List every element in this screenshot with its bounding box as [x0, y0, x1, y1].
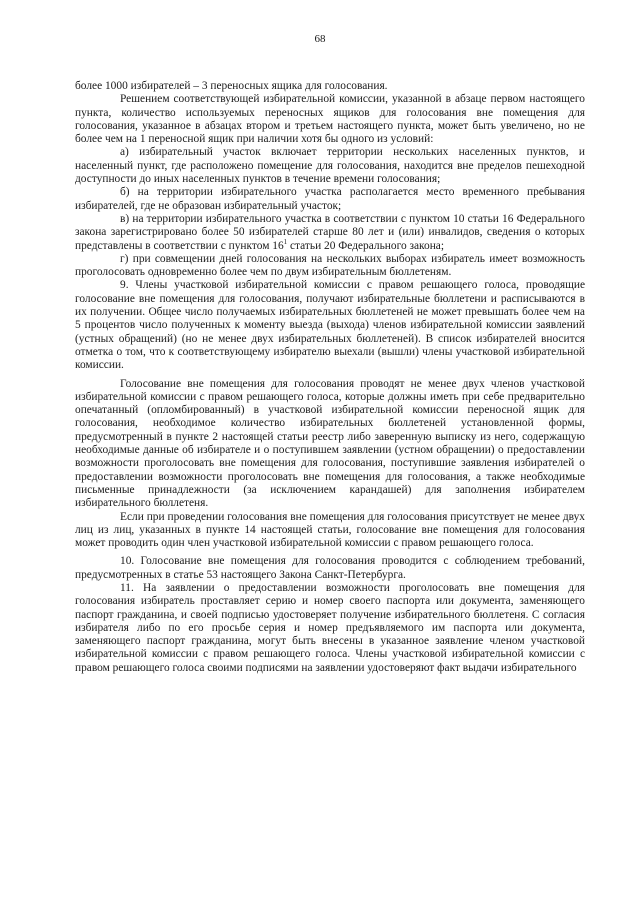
paragraph: 9. Члены участковой избирательной комиссии с правом решающего голоса, проводящие голосование вне помещения для голосования, получают избирательные бюллетени и расписываются в их получении. Общее число получаемых избирательных бюллетеней не может превышать более чем на 5 процентов число полученных к моменту выезда (выхода) членов избирательной комиссии заявлений (устных обращений) (но не менее двух избирательных бюллетеней). В список избирателей вносится отметка о том, что к соответствующему избирателю выехали (вышли) члены участковой избирательной комиссии.	[75, 279, 585, 372]
document-body	[75, 80, 585, 675]
paragraph: 11. На заявлении о предоставлении возможности проголосовать вне помещения для голосования избиратель проставляет серию и номер своего паспорта или документа, заменяющего паспорт гражданина, и своей подписью удостоверяет получение избирательного бюллетеня. С согласия избирателя либо по его просьбе серия и номер предъявляемого им паспорта или документа, заменяющего паспорт гражданина, могут быть внесены в указанное заявление членом участковой избирательной комиссии с правом решающего голоса. Члены участковой избирательной комиссии с правом решающего голоса своими подписями на заявлении удостоверяют факт выдачи избирательного	[75, 581, 585, 674]
page-number: 68	[314, 33, 326, 45]
paragraph	[75, 213, 585, 253]
paragraph-text: в) на территории избирательного участка в соответствии с пунктом 10 статьи 16 Федерального закона зарегистрировано более 50 избирателей старше 80 лет и (или) инвалидов, сведения о которых представлены в соответствии с пунктом 16	[75, 212, 585, 252]
superscript: 1	[283, 237, 288, 246]
paragraph: 10. Голосование вне помещения для голосования проводится с соблюдением требований, предусмотренных в статье 53 настоящего Закона Санкт-Петербурга.	[75, 555, 585, 581]
paragraph: а) избирательный участок включает территории нескольких населенных пунктов, и населенный пункт, где расположено помещение для голосования, находится вне пределов пешеходной доступности до иных населенных пунктов в течение времени голосования;	[75, 146, 585, 186]
paragraph: б) на территории избирательного участка располагается место временного пребывания избирателей, где не образован избирательный участок;	[75, 186, 585, 212]
paragraph: более 1000 избирателей – 3 переносных ящика для голосования.	[75, 80, 388, 92]
paragraph: г) при совмещении дней голосования на нескольких выборах избиратель имеет возможность проголосовать одновременно более чем по двум избирательным бюллетеням.	[75, 252, 585, 279]
paragraph: Голосование вне помещения для голосования проводят не менее двух членов участковой избирательной комиссии с правом решающего голоса, которые должны иметь при себе предварительно опечатанный (опломбированный) в участковой избирательной комиссии переносной ящик для голосования, необходимое количество избирательных бюллетеней установленной формы, предусмотренный в пункте 2 настоящей статьи реестр либо заверенную выписку из него, содержащую необходимые данные об избирателе и о поступившем заявлении (устном обращении) о предоставлении возможности проголосовать вне помещения для голосования, поступившие заявления избирателей о предоставлении возможности проголосовать вне помещения для голосования, а также необходимые письменные принадлежности (за исключением карандашей) для заполнения избирателем избирательного бюллетеня.	[75, 377, 585, 510]
paragraph: Решением соответствующей избирательной комиссии, указанной в абзаце первом настоящего пункта, количество используемых переносных ящиков для голосования вне помещения для голосования, указанное в абзацах втором и третьем настоящего пункта, может быть увеличено, но не более чем на 1 переносной ящик при наличии хотя бы одного из условий:	[75, 93, 585, 146]
paragraph-text: статьи 20 Федерального закона;	[287, 239, 445, 252]
paragraph: Если при проведении голосования вне помещения для голосования присутствует не менее двух лиц из лиц, указанных в пункте 14 настоящей статьи, голосование вне помещения для голосования может проводить один член участковой избирательной комиссии с правом решающего голоса.	[75, 510, 585, 550]
